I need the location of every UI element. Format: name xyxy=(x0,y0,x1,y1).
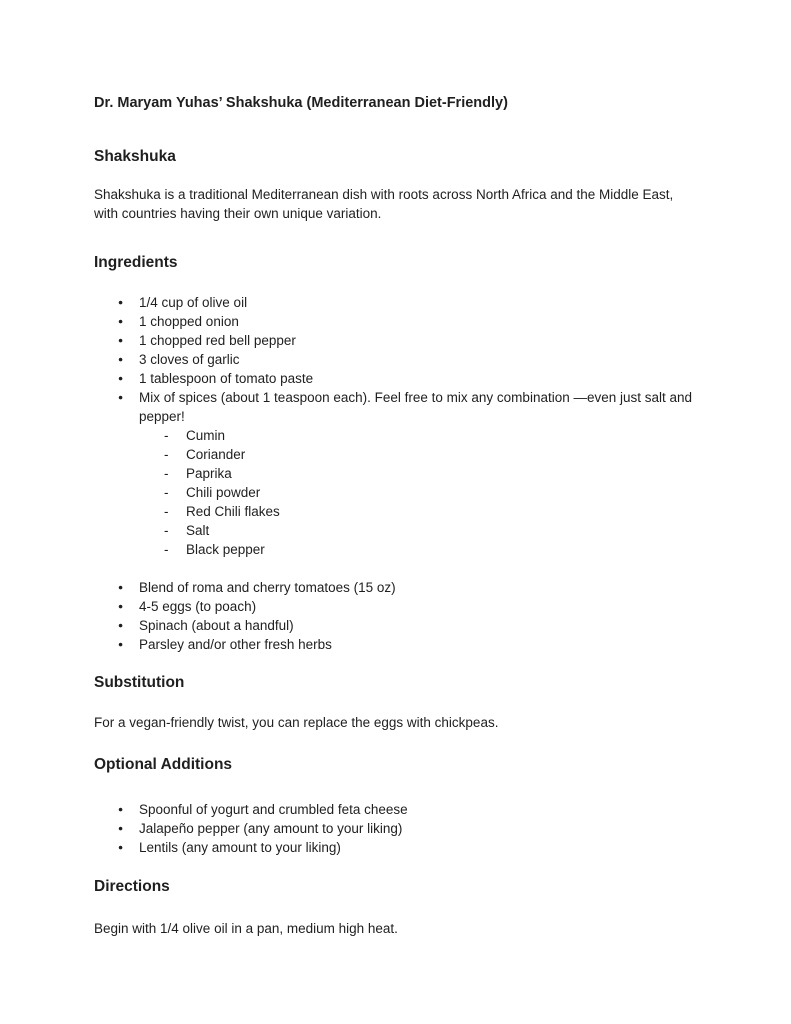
ingredient-item: ● 1 chopped onion xyxy=(139,312,698,331)
spice-item: - Black pepper xyxy=(186,540,698,559)
ingredient-item: ● Parsley and/or other fresh herbs xyxy=(139,635,698,654)
recipe-heading: Shakshuka xyxy=(94,148,176,165)
ingredient-item: ● Spinach (about a handful) xyxy=(139,616,698,635)
substitution-paragraph: For a vegan-friendly twist, you can replace the eggs with chickpeas. xyxy=(94,715,499,730)
optional-addition-item: ● Spoonful of yogurt and crumbled feta cheese xyxy=(139,800,698,819)
spice-item: - Red Chili flakes xyxy=(186,502,698,521)
recipe-intro-paragraph: Shakshuka is a traditional Mediterranean dish with roots across North Africa and the Middle East, with countries having their own unique variation. xyxy=(94,187,674,221)
ingredient-item: ● Blend of roma and cherry tomatoes (15 oz) xyxy=(139,578,698,597)
spice-item: - Salt xyxy=(186,521,698,540)
ingredient-item xyxy=(139,388,698,559)
optional-addition-item: ● Jalapeño pepper (any amount to your liking) xyxy=(139,819,698,838)
spice-item: - Paprika xyxy=(186,464,698,483)
spice-item: - Coriander xyxy=(186,445,698,464)
ingredient-item: ● 4-5 eggs (to poach) xyxy=(139,597,698,616)
ingredient-item: ● 3 cloves of garlic xyxy=(139,350,698,369)
spice-item: - Cumin xyxy=(186,426,698,445)
ingredient-item: ● 1 chopped red bell pepper xyxy=(139,331,698,350)
optional-additions-heading: Optional Additions xyxy=(94,756,233,773)
substitution-heading: Substitution xyxy=(94,674,185,691)
directions-paragraph: Begin with 1/4 olive oil in a pan, medium high heat. xyxy=(94,921,398,936)
spice-item: - Chili powder xyxy=(186,483,698,502)
directions-heading: Directions xyxy=(94,878,170,895)
ingredient-item: ● 1/4 cup of olive oil xyxy=(139,293,698,312)
ingredients-list xyxy=(94,293,698,654)
optional-additions-list xyxy=(94,800,698,857)
spices-sublist xyxy=(139,426,698,559)
optional-addition-item: ● Lentils (any amount to your liking) xyxy=(139,838,698,857)
ingredient-item: ● 1 tablespoon of tomato paste xyxy=(139,369,698,388)
document-title: Dr. Maryam Yuhas’ Shakshuka (Mediterranean Diet-Friendly) xyxy=(94,95,508,111)
ingredients-heading: Ingredients xyxy=(94,254,178,271)
ingredient-item-text: Mix of spices (about 1 teaspoon each). Feel free to mix any combination —even just salt and pepper! xyxy=(139,390,693,424)
